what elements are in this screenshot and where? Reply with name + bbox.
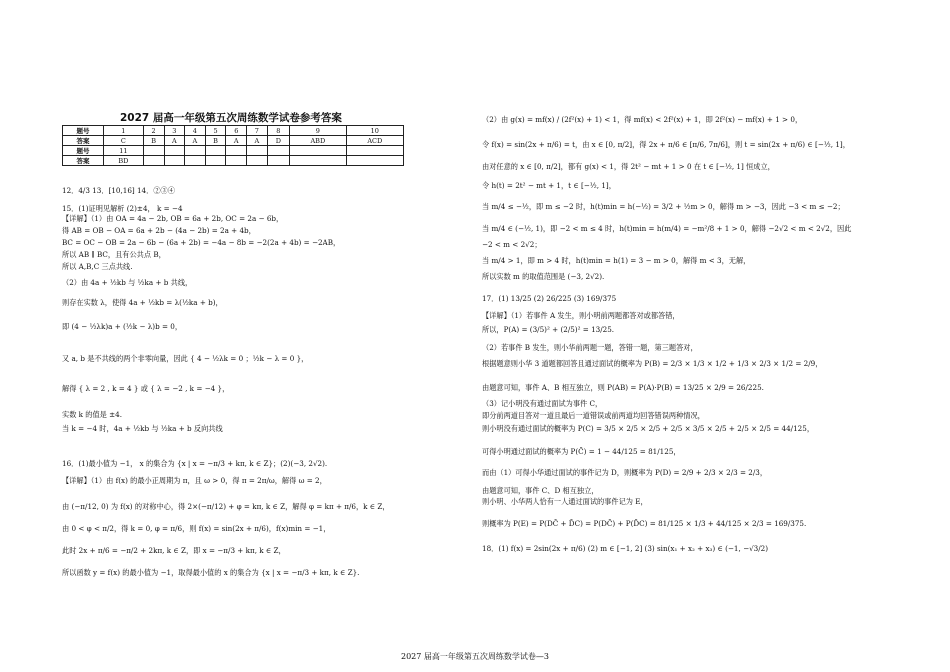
answer-line: 当 m/4 > 1，即 m > 4 时，h(t)min = h(1) = 3 − m > 0，解得 m < 3，无解，: [482, 256, 751, 265]
cell: [267, 146, 289, 156]
cell: [143, 156, 164, 166]
answer-line: 所以，P(A) = (3/5)² + (2/5)² = 13/25.: [482, 325, 615, 334]
table-row: [63, 136, 404, 146]
cell: 1: [104, 126, 144, 136]
cell: [226, 156, 247, 166]
cell: [185, 156, 206, 166]
answer-line: 当 k = −4 时，4a + ½kb 与 ½ka + b 反向共线: [62, 424, 223, 433]
page-title: 2027 届高一年级第五次周练数学试卷参考答案: [120, 112, 342, 124]
answer-line: 实数 k 的值是 ±4.: [62, 410, 123, 419]
answer-table: [62, 125, 404, 166]
cell: C: [104, 136, 144, 146]
cell: [247, 146, 268, 156]
cell: [205, 156, 226, 166]
cell: [290, 146, 347, 156]
answer-line: 此时 2x + π/6 = −π/2 + 2kπ, k ∈ Z，即 x = −π/3 + kπ, k ∈ Z，: [62, 546, 286, 555]
answer-line: 解得 { λ = 2 , k = 4 } 或 { λ = −2 , k = −4 }，: [62, 384, 230, 393]
answer-line: 15．(1)证明见解析 (2)±4， k = −4: [62, 204, 183, 213]
cell: 6: [226, 126, 247, 136]
cell: 3: [164, 126, 185, 136]
cell: 2: [143, 126, 164, 136]
cell: ABD: [290, 136, 347, 146]
cell: [164, 156, 185, 166]
answer-line: 【详解】（1）若事件 A 发生，则小明前两题都答对或都答错，: [482, 311, 680, 320]
cell: A: [247, 136, 268, 146]
answer-line: （2）若事件 B 发生，则小华前两题一题，答错一题，第三题答对，: [482, 343, 698, 352]
cell: A: [226, 136, 247, 146]
answer-line: 即 (4 − ½λk)a + (½k − λ)b = 0，: [62, 322, 183, 331]
cell: [346, 146, 403, 156]
cell: [346, 156, 403, 166]
cell: [267, 156, 289, 166]
answer-line: 由 0 < φ < π/2，得 k = 0, φ = π/6，则 f(x) = sin(2x + π/6)，f(x)min = −1，: [62, 524, 331, 533]
table-row: [63, 126, 404, 136]
cell: BD: [104, 156, 144, 166]
answer-line: 12．4/3 13．[10,16] 14．②③④: [62, 186, 175, 195]
row-label: 题号: [63, 146, 104, 156]
answer-line: （2）由 4a + ½kb 与 ½ka + b 共线，: [62, 278, 193, 287]
row-label: 答案: [63, 136, 104, 146]
cell: 11: [104, 146, 144, 156]
cell: [226, 146, 247, 156]
answer-line: （3）记小明没有通过面试为事件 C，: [482, 399, 603, 408]
answer-line: 则存在实数 λ，使得 4a + ½kb = λ(½ka + b)，: [62, 298, 223, 307]
cell: A: [164, 136, 185, 146]
answer-line: 所以 A,B,C 三点共线.: [62, 262, 133, 271]
answer-line: BC = OC − OB = 2a − 6b − (6a + 2b) = −4a − 8b = −2(2a + 4b) = −2AB，: [62, 238, 341, 247]
answer-line: 即分前两道目答对一道且最后一道错误或前两道均回答错误两种情况，: [482, 411, 705, 420]
cell: [247, 156, 268, 166]
answer-line: 【详解】（1）由 f(x) 的最小正周期为 π，且 ω > 0，得 π = 2π/ω，解得 ω = 2，: [62, 476, 327, 485]
page-footer: 2027 届高一年级第五次周练数学试卷—3: [401, 652, 549, 661]
cell: A: [185, 136, 206, 146]
answer-line: 由对任意的 x ∈ [0, π/2]，都有 g(x) < 1，得 2t² − mt + 1 > 0 在 t ∈ [−½, 1] 恒成立，: [482, 162, 775, 171]
cell: 9: [290, 126, 347, 136]
table-row: [63, 146, 404, 156]
answer-line: 又 a, b 是不共线的两个非零向量，因此 { 4 − ½λk = 0 ；½k − λ = 0 }，: [62, 354, 309, 363]
answer-line: 由题意可知，事件 C、D 相互独立，: [482, 486, 599, 495]
cell: B: [143, 136, 164, 146]
answer-line: 由 (−π/12, 0) 为 f(x) 的对称中心，得 2×(−π/12) + φ = kπ, k ∈ Z，解得 φ = kπ + π/6，k ∈ Z，: [62, 502, 390, 511]
cell: 4: [185, 126, 206, 136]
answer-line: 当 m/4 ≤ −½，即 m ≤ −2 时，h(t)min = h(−½) = 3/2 + ½m > 0，解得 m > −3，因此 −3 < m ≤ −2；: [482, 202, 845, 211]
cell: 7: [247, 126, 268, 136]
answer-line: 则小明没有通过面试的概率为 P(C) = 3/5 × 2/5 × 2/5 + 2/5 × 3/5 × 2/5 + 2/5 × 2/5 = 44/125，: [482, 424, 815, 433]
cell: D: [267, 136, 289, 146]
answer-line: −2 < m < 2√2；: [482, 240, 542, 249]
cell: [185, 146, 206, 156]
answer-line: 17．(1) 13/25 (2) 26/225 (3) 169/375: [482, 294, 617, 303]
answer-line: （2）由 g(x) = mf(x) / (2f²(x) + 1) < 1，得 mf(x) < 2f²(x) + 1，即 2f²(x) − mf(x) + 1 > 0，: [482, 115, 803, 124]
cell: [205, 146, 226, 156]
cell: 8: [267, 126, 289, 136]
answer-line: 则概率为 P(E) = P(DC̄ + D̄C) = P(DC̄) + P(D̄C) = 81/125 × 1/3 + 44/125 × 2/3 = 169/375.: [482, 519, 807, 528]
cell: ACD: [346, 136, 403, 146]
answer-line: 可得小明通过面试的概率为 P(C̄) = 1 − 44/125 = 81/125，: [482, 447, 681, 456]
answer-line: 16．(1)最小值为 −1， x 的集合为 {x | x = −π/3 + kπ, k ∈ Z}；(2)(−3, 2√2).: [62, 459, 328, 468]
answer-line: 由题意可知，事件 A、B 相互独立，则 P(AB) = P(A)·P(B) = 13/25 × 2/9 = 26/225.: [482, 383, 764, 392]
cell: [164, 146, 185, 156]
cell: 5: [205, 126, 226, 136]
answer-line: 【详解】（1）由 OA = 4a − 2b, OB = 6a + 2b, OC = 2a − 6b，: [62, 214, 284, 223]
answer-line: 所以函数 y = f(x) 的最小值为 −1，取得最小值的 x 的集合为 {x | x = −π/3 + kπ, k ∈ Z}.: [62, 568, 360, 577]
cell: B: [205, 136, 226, 146]
answer-line: 18．(1) f(x) = 2sin(2x + π/6) (2) m ∈ [−1, 2] (3) sin(x₁ + x₂ + x₃) ∈ (−1, −√3/2): [482, 544, 769, 553]
answer-line: 令 f(x) = sin(2x + π/6) = t，由 x ∈ [0, π/2]，得 2x + π/6 ∈ [π/6, 7π/6]，则 t = sin(2x + π/6) ∈ [−½, 1]，: [482, 140, 850, 149]
answer-line: 得 AB = OB − OA = 6a + 2b − (4a − 2b) = 2a + 4b，: [62, 226, 256, 235]
answer-line: 令 h(t) = 2t² − mt + 1，t ∈ [−½, 1]，: [482, 181, 616, 190]
cell: 10: [346, 126, 403, 136]
answer-line: 所以实数 m 的取值范围是 (−3, 2√2).: [482, 272, 605, 281]
answer-line: 而由（1）可得小华通过面试的事件记为 D，则概率为 P(D) = 2/9 + 2/3 × 2/3 = 2/3，: [482, 468, 768, 477]
answer-line: 当 m/4 ∈ (−½, 1)，即 −2 < m ≤ 4 时，h(t)min = h(m/4) = −m²/8 + 1 > 0，解得 −2√2 < m < 2√2，因此: [482, 224, 852, 233]
answer-line: 则小明、小华两人恰有一人通过面试的事件记为 E，: [482, 497, 648, 506]
answer-line: 所以 AB ∥ BC，且有公共点 B，: [62, 250, 166, 259]
row-label: 题号: [63, 126, 104, 136]
table-row: [63, 156, 404, 166]
row-label: 答案: [63, 156, 104, 166]
answer-line: 根据题意则小华 3 道题都回答且通过面试的概率为 P(B) = 2/3 × 1/3 × 1/2 + 1/3 × 2/3 × 1/2 = 2/9，: [482, 359, 823, 368]
cell: [143, 146, 164, 156]
cell: [290, 156, 347, 166]
